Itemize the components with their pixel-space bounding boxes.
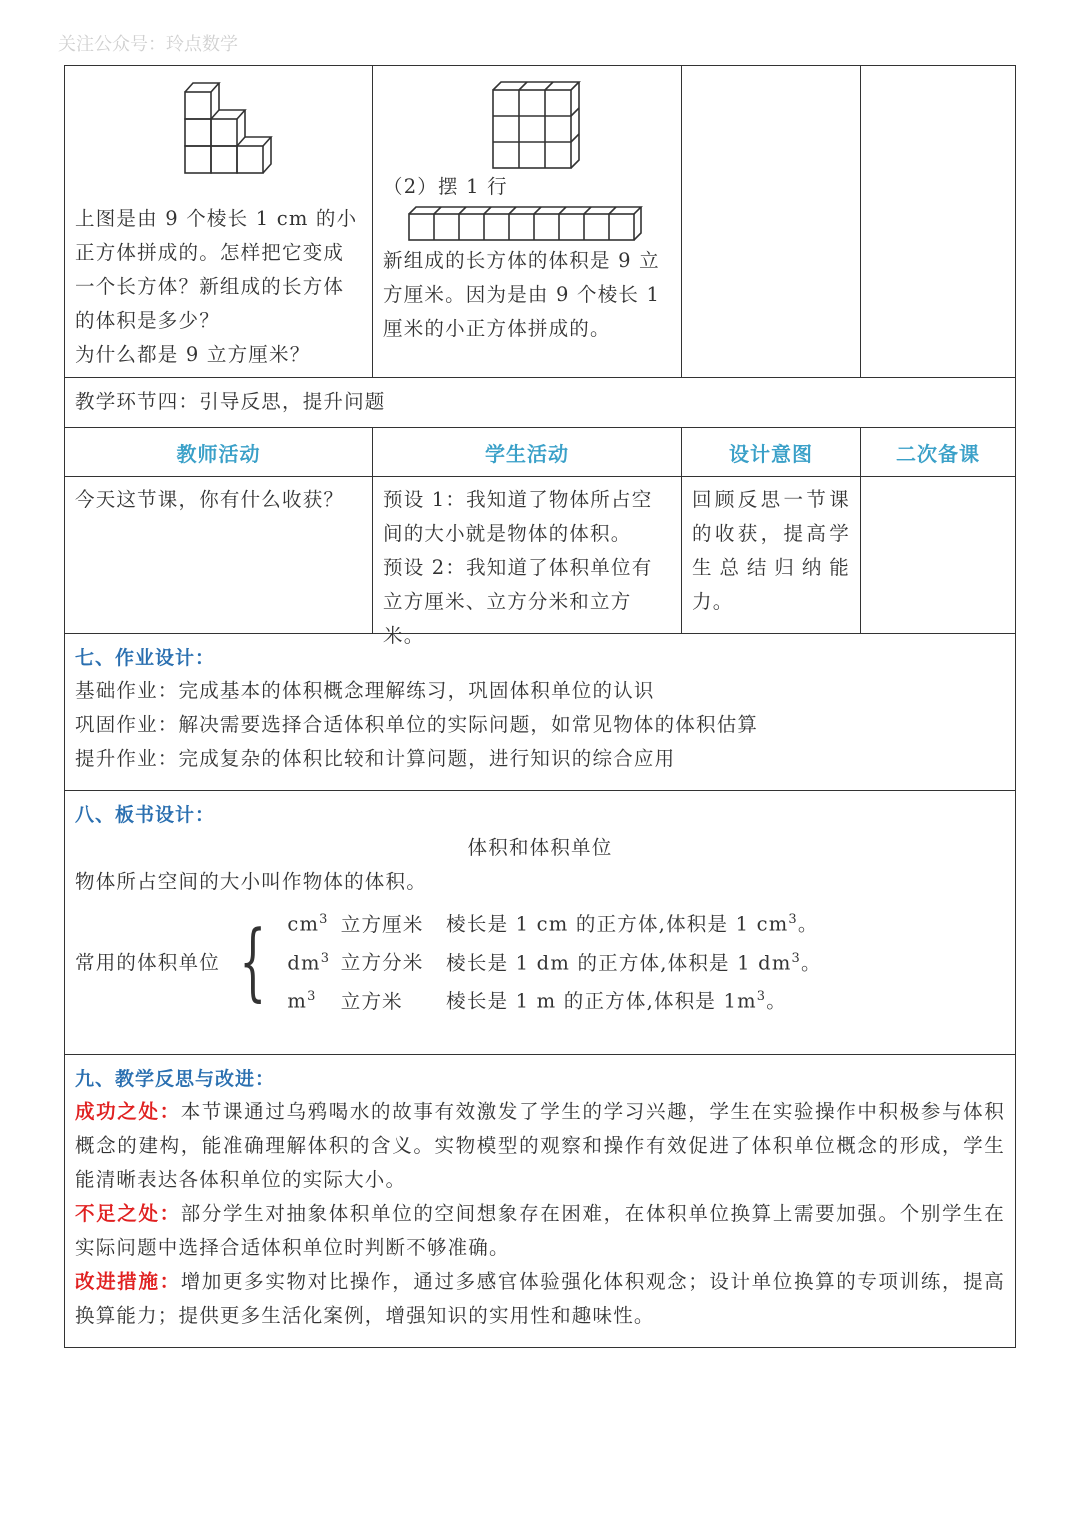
student-activity-text: 新组成的长方体的体积是 9 立方厘米。因为是由 9 个棱长 1 厘米的小正方体拼成的。 bbox=[383, 249, 661, 340]
table-row-cube-activity bbox=[65, 66, 1015, 378]
student-preset-1: 预设 1：我知道了物体所占空间的大小就是物体的体积。 bbox=[383, 488, 653, 545]
header-design-intent: 设计意图 bbox=[682, 428, 861, 476]
section-homework bbox=[65, 634, 1015, 791]
unit-lines bbox=[287, 903, 821, 1019]
unit-desc: 棱长是 1 cm 的正方体,体积是 1 cm bbox=[446, 912, 789, 936]
reflection-success: 成功之处：本节课通过乌鸦喝水的故事有效激发了学生的学习兴趣，学生在实验操作中积极参与体积概念的建构，能准确理解体积的含义。实物模型的观察和操作有效促进了体积单位概念的形成，学生能清晰表达各体积单位的实际大小。 bbox=[75, 1100, 1005, 1191]
board-title: 八、板书设计： bbox=[75, 804, 216, 826]
teacher-question: 为什么都是 9 立方厘米？ bbox=[75, 343, 311, 366]
unit-symbol: $cm^3$ bbox=[287, 912, 329, 936]
cuboid-1-row-figure bbox=[383, 204, 672, 244]
homework-title: 七、作业设计： bbox=[75, 647, 216, 669]
board-definition: 物体所占空间的大小叫作物体的体积。 bbox=[75, 870, 427, 893]
cell-student-activity bbox=[373, 66, 682, 377]
improvement-label: 改进措施： bbox=[75, 1270, 181, 1293]
homework-advanced: 提升作业：完成复杂的体积比较和计算问题，进行知识的综合应用 bbox=[75, 747, 676, 770]
left-brace: { bbox=[239, 911, 266, 1010]
unit-desc: 棱长是 1 dm 的正方体,体积是 1 dm bbox=[446, 951, 792, 974]
teacher-activity-text: 上图是由 9 个棱长 1 cm 的小正方体拼成的。怎样把它变成一个长方体？新组成的长方体的体积是多少？ bbox=[75, 207, 358, 332]
reflection-improvement: 改进措施：增加更多实物对比操作，通过多感官体验强化体积观念；设计单位换算的专项训练，提高换算能力；提供更多生活化案例，增强知识的实用性和趣味性。 bbox=[75, 1270, 1005, 1327]
reflection-title: 九、教学反思与改进： bbox=[75, 1068, 276, 1090]
watermark-text: 关注公众号：玲点数学 bbox=[58, 34, 238, 55]
table-row-reflection-activity bbox=[65, 477, 1015, 647]
student-preset-2: 预设 2：我知道了体积单位有立方厘米、立方分米和立方米。 bbox=[383, 556, 653, 647]
unit-name: 立方厘米 bbox=[340, 912, 424, 936]
units-label: 常用的体积单位 bbox=[75, 950, 220, 974]
design-intent-text: 回顾反思一节课的收获，提高学生总结归纳能力。 bbox=[682, 477, 861, 633]
cuboid-3x3-figure bbox=[383, 72, 672, 170]
header-second-prep: 二次备课 bbox=[896, 441, 980, 466]
cell-student-presets bbox=[373, 477, 682, 647]
table-row-section-title bbox=[65, 378, 1015, 428]
unit-symbol: $dm^3$ bbox=[287, 950, 331, 974]
second-prep-text bbox=[861, 477, 1015, 633]
section-reflection bbox=[65, 1055, 1015, 1347]
teacher-reflection-question: 今天这节课，你有什么收获？ bbox=[65, 477, 373, 633]
section-four-title: 教学环节四：引导反思，提升问题 bbox=[75, 390, 386, 413]
header-student-activity: 学生活动 bbox=[373, 428, 682, 476]
unit-line-m: $m^3$ 立方米 棱长是 1 m 的正方体,体积是 $1m^3$。 bbox=[287, 980, 821, 1019]
arrangement-caption: （2）摆 1 行 bbox=[383, 175, 508, 198]
cell-teacher-activity bbox=[65, 66, 373, 377]
cell-second-prep-empty bbox=[861, 66, 1015, 377]
shortcoming-label: 不足之处： bbox=[75, 1202, 181, 1225]
homework-consolidate: 巩固作业：解决需要选择合适体积单位的实际问题，如常见物体的体积估算 bbox=[75, 713, 759, 736]
cell-design-intent-empty bbox=[682, 66, 861, 377]
homework-basic: 基础作业：完成基本的体积概念理解练习，巩固体积单位的认识 bbox=[75, 679, 655, 702]
unit-name: 立方分米 bbox=[340, 951, 424, 974]
unit-desc: 棱长是 1 m 的正方体,体积是 1m bbox=[446, 989, 757, 1013]
volume-units-block bbox=[75, 903, 1005, 1019]
table-header-row bbox=[65, 428, 1015, 477]
unit-name: 立方米 bbox=[340, 989, 403, 1013]
unit-symbol: $m^3$ bbox=[287, 989, 317, 1013]
success-label: 成功之处： bbox=[75, 1100, 181, 1123]
board-heading: 体积和体积单位 bbox=[467, 836, 613, 859]
header-teacher-activity: 教师活动 bbox=[65, 428, 373, 476]
stepped-cubes-figure bbox=[75, 72, 363, 202]
reflection-shortcoming: 不足之处：部分学生对抽象体积单位的空间想象存在困难，在体积单位换算上需要加强。个别学生在实际问题中选择合适体积单位时判断不够准确。 bbox=[75, 1202, 1005, 1259]
lesson-plan-table bbox=[64, 65, 1016, 1348]
unit-line-dm: $dm^3$ 立方分米 棱长是 1 dm 的正方体,体积是 1 $dm^3$。 bbox=[287, 942, 821, 981]
section-board-design bbox=[65, 791, 1015, 1055]
unit-line-cm: $cm^3$ 立方厘米 棱长是 1 cm 的正方体,体积是 1 $cm^3$。 bbox=[287, 903, 821, 942]
